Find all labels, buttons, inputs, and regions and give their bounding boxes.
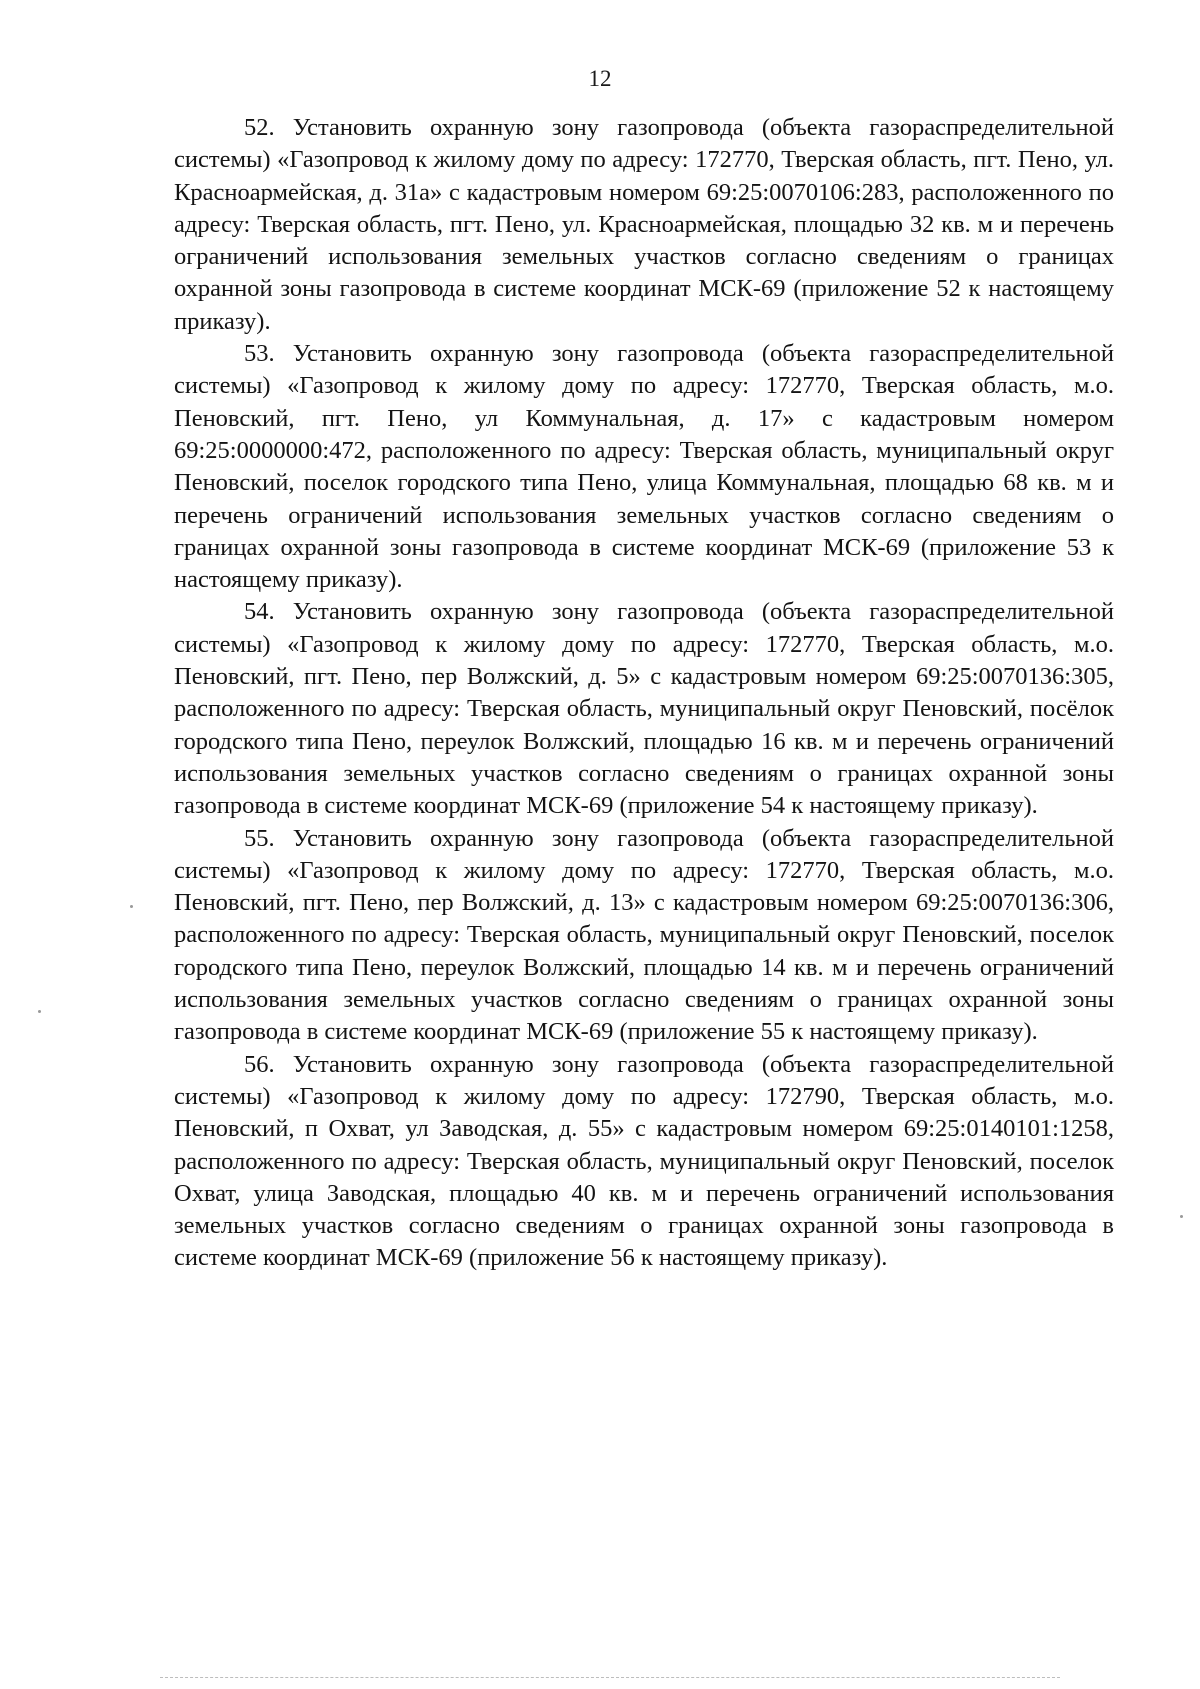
clause-53: 53. Установить охранную зону газопровода (объекта газораспределительной системы) «Газопровод к жилому дому по адресу: 172770, Тверская область, м.о. Пеновский, пгт. Пено, ул Коммунальная, д. 17» с кадастровым номером 69:25:0000000:472, расположенного по адресу: Тверская область, муниципальный округ Пеновский, поселок городского типа Пено, улица Коммунальная, площадью 68 кв. м и перечень ограничений использования земельных участков согласно сведениям о границах охранной зоны газопровода в системе координат МСК-69 (приложение 53 к настоящему приказу).	[174, 340, 1114, 594]
page-number: 12	[588, 66, 612, 91]
clause-52: 52. Установить охранную зону газопровода (объекта газораспределительной системы) «Газопровод к жилому дому по адресу: 172770, Тверская область, пгт. Пено, ул. Красноармейская, д. 31а» с кадастровым номером 69:25:0070106:283, расположенного по адресу: Тверская область, пгт. Пено, ул. Красноармейская, площадью 32 кв. м и перечень ограничений использования земельных участков согласно сведениям о границах охранной зоны газопровода в системе координат МСК-69 (приложение 52 к настоящему приказу).	[174, 114, 1114, 335]
document-body	[174, 112, 1114, 1275]
scan-speck	[130, 905, 133, 908]
scan-speck	[1180, 1215, 1183, 1218]
clause-56: 56. Установить охранную зону газопровода (объекта газораспределительной системы) «Газопровод к жилому дому по адресу: 172790, Тверская область, м.о. Пеновский, п Охват, ул Заводская, д. 55» с кадастровым номером 69:25:0140101:1258, расположенного по адресу: Тверская область, муниципальный округ Пеновский, поселок Охват, улица Заводская, площадью 40 кв. м и перечень ограничений использования земельных участков согласно сведениям о границах охранной зоны газопровода в системе координат МСК-69 (приложение 56 к настоящему приказу).	[174, 1050, 1114, 1272]
clause-55: 55. Установить охранную зону газопровода (объекта газораспределительной системы) «Газопровод к жилому дому по адресу: 172770, Тверская область, м.о. Пеновский, пгт. Пено, пер Волжский, д. 13» с кадастровым номером 69:25:0070136:306, расположенного по адресу: Тверская область, муниципальный округ Пеновский, поселок городского типа Пено, переулок Волжский, площадью 14 кв. м и перечень ограничений использования земельных участков согласно сведениям о границах охранной зоны газопровода в системе координат МСК-69 (приложение 55 к настоящему приказу).	[174, 824, 1114, 1046]
scan-speck	[38, 1010, 41, 1013]
clause-54: 54. Установить охранную зону газопровода (объекта газораспределительной системы) «Газопровод к жилому дому по адресу: 172770, Тверская область, м.о. Пеновский, пгт. Пено, пер Волжский, д. 5» с кадастровым номером 69:25:0070136:305, расположенного по адресу: Тверская область, муниципальный округ Пеновский, посёлок городского типа Пено, переулок Волжский, площадью 16 кв. м и перечень ограничений использования земельных участков согласно сведениям о границах охранной зоны газопровода в системе координат МСК-69 (приложение 54 к настоящему приказу).	[174, 598, 1114, 820]
scan-bottom-edge	[160, 1677, 1060, 1678]
